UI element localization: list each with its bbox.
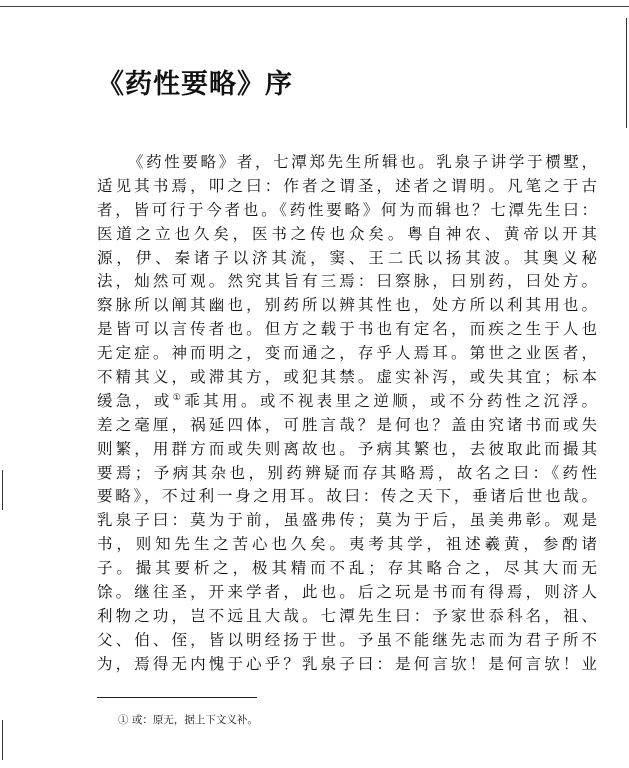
text-line: 利物之功，岂不远且大哉。七潭先生曰：予家世忝科名，祖、 (97, 606, 597, 625)
text-line: 要略》，不过利一身之用耳。故曰：传之天下，垂诸后世也哉。 (97, 487, 597, 506)
footnote-divider (97, 697, 257, 698)
text-line: 父、伯、侄，皆以明经扬于世。予虽不能继先志而为君子所不 (97, 630, 597, 649)
text-line: 为，焉得无内愧于心乎？乳泉子曰：是何言欤！是何言欤！业 (97, 654, 597, 673)
footnote-marker: ① (172, 392, 185, 403)
text-line: 是皆可以言传者也。但方之载于书也有定名，而疾之生于人也 (97, 320, 597, 339)
left-edge-mark (2, 470, 3, 510)
left-edge-mark (2, 720, 3, 760)
page-title: 《药性要略》序 (97, 69, 293, 100)
text-line: 医道之立也久矣，医书之传也众矣。粤自神农、黄帝以开其 (97, 224, 597, 243)
text-line: 者，皆可行于今者也。《药性要略》何为而辑也？七潭先生曰： (97, 200, 597, 219)
text-line: 《药性要略》者，七潭郑先生所辑也。乳泉子讲学于槚墅， (128, 153, 597, 171)
text-line: 察脉所以阐其幽也，别药所以辨其性也，处方所以利其用也。 (97, 296, 597, 315)
top-edge-line (0, 6, 629, 7)
text-line: 不精其义，或滞其方，或犯其禁。虚实补泻，或失其宜；标本 (97, 368, 597, 387)
text-line: 差之毫厘，祸延四体，可胜言哉？是何也？盖由究诸书而或失 (97, 415, 597, 434)
text-line: 无定症。神而明之，变而通之，存乎人焉耳。第世之业医者， (97, 344, 597, 363)
preface-paragraph (97, 151, 597, 677)
text-line: 源，伊、秦诸子以济其流，窦、王二氏以扬其波。其奥义秘 (97, 248, 597, 267)
text-line: 子。撮其要析之，极其精而不乱；存其略合之，尽其大而无 (97, 559, 597, 578)
text-line: 则繁，用群方而或失则离故也。予病其繁也，去彼取此而撮其 (97, 439, 597, 458)
right-edge-mark (626, 18, 627, 128)
text-line: 馀。继往圣，开来学者，此也。后之玩是书而有得焉，则济人 (97, 583, 597, 602)
text-line: 乳泉子曰：莫为于前，虽盛弗传；莫为于后，虽美弗彰。观是 (97, 511, 597, 530)
text-line: 书，则知先生之苦心也久矣。夷考其学，祖述羲黄，参酌诸 (97, 535, 597, 554)
text-line: 法，灿然可观。然究其旨有三焉：曰察脉，曰别药，曰处方。 (97, 272, 597, 291)
text-line: 要焉；予病其杂也，别药辨疑而存其略焉，故名之曰：《药性 (97, 463, 597, 482)
text-line: 缓急，或①乖其用。或不视表里之逆顺，或不分药性之沉浮。 (97, 391, 597, 410)
text-line: 适见其书焉，叩之曰：作者之谓圣，述者之谓明。凡笔之于古 (97, 176, 597, 195)
footnote: ① 或：原无，据上下文义补。 (118, 714, 258, 726)
